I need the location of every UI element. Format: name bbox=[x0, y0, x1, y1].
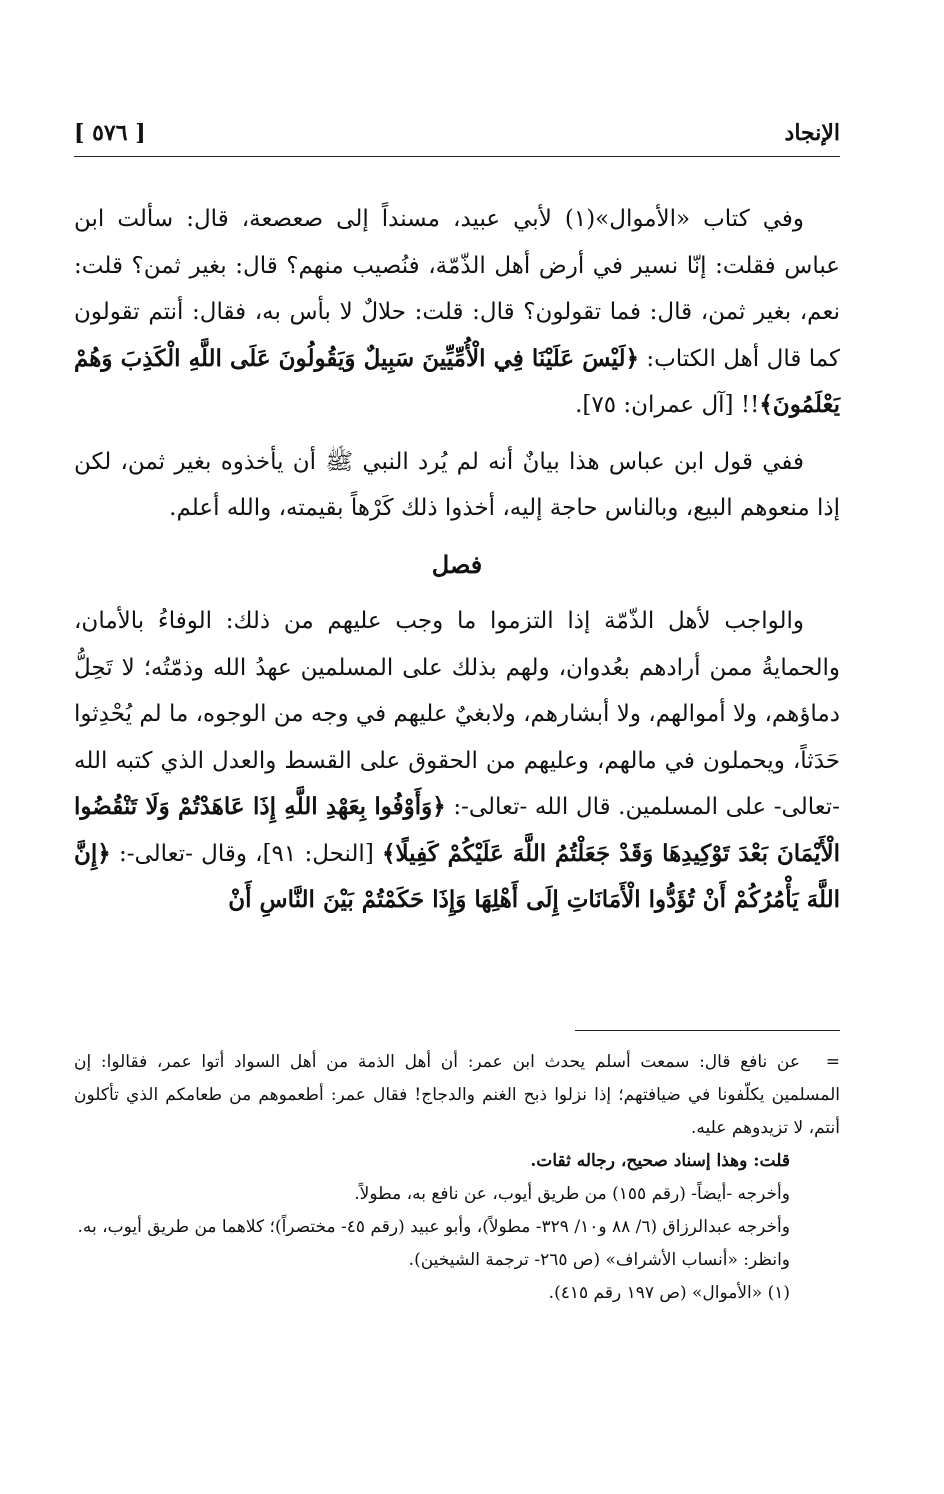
paragraph-3 bbox=[74, 598, 840, 924]
quran-verse-3: ﴿إِنَّ اللَّهَ يَأْمُرُكُمْ أَنْ تُؤَدُّوا الْأَمَانَاتِ إِلَى أَهْلِهَا وَإِذَا حَكَمْتُمْ بَيْنَ النَّاسِ أَنْ bbox=[74, 839, 840, 913]
footnote-source-2: وأخرجه عبدالرزاق (٦/ ٨٨ و١٠/ ٣٢٩- مطولاً)، وأبو عبيد (رقم ٤٥- مختصراً)؛ كلاهما من طريق أيوب، به. bbox=[77, 1217, 790, 1237]
page-header bbox=[74, 112, 840, 152]
footnotes bbox=[74, 1046, 840, 1310]
footnote-comment: قلت: وهذا إسناد صحيح، رجاله ثقات. bbox=[530, 1151, 790, 1171]
paragraph-3-text-b: [النحل: ٩١]، وقال -تعالى-: bbox=[110, 840, 382, 867]
footnote-continuation bbox=[74, 1046, 840, 1145]
footnote-continuation-text: عن نافع قال: سمعت أسلم يحدث ابن عمر: أن أهل الذمة من أهل السواد أتوا عمر، فقالوا: إن المسلمين يكلّفونا في ضيافتهم؛ إذا نزلوا ذبح الغنم والدجاج! فقال عمر: أطعموهم من طعامكم الذي تأكلون أنتم، لا تزيدوهم عليه. bbox=[74, 1052, 840, 1138]
quran-verse-1: ﴿لَيْسَ عَلَيْنَا فِي الْأُمِّيِّينَ سَبِيلٌ وَيَقُولُونَ عَلَى اللَّهِ الْكَذِبَ وَهُمْ يَعْلَمُونَ﴾ bbox=[74, 344, 840, 418]
page-number: [ ٥٧٦ ] bbox=[74, 120, 146, 146]
footnote-divider bbox=[575, 1030, 840, 1031]
continuation-mark: = bbox=[825, 1052, 840, 1072]
main-text bbox=[74, 196, 840, 934]
running-title: الإنجاد bbox=[784, 120, 840, 146]
paragraph-1-text-b: !! [آل عمران: ٧٥]. bbox=[575, 392, 760, 418]
paragraph-3-text-a: والواجب لأهل الذّمّة إذا التزموا ما وجب عليهم من ذلك: الوفاءُ بالأمان، والحمايةُ ممن أرادهم بعُدوان، ولهم بذلك على المسلمين عهدُ الله وذمّتُه؛ لا تَحِلُّ دماؤهم، ولا أموالهم، ولا أبشارهم، ولابغيٌ عليهم في وجه من الوجوه، ما لم يُحْدِثوا حَدَثاً، ويحملون في مالهم، وعليهم من الحقوق على القسط والعدل الذي كتبه الله -تعالى- على المسلمين. قال الله -تعالى-: bbox=[74, 608, 840, 820]
footnote-source-3: وانظر: «أنساب الأشراف» (ص ٢٦٥- ترجمة الشيخين). bbox=[408, 1250, 790, 1270]
quran-verse-2: ﴿وَأَوْفُوا بِعَهْدِ اللَّهِ إِذَا عَاهَدْتُمْ وَلَا تَنْقُضُوا الْأَيْمَانَ بَعْدَ تَوْكِيدِهَا وَقَدْ جَعَلْتُمُ اللَّهَ عَلَيْكُمْ كَفِيلًا﴾ bbox=[74, 793, 840, 867]
footnote-source-1: وأخرجه -أيضاً- (رقم ١٥٥) من طريق أيوب، عن نافع به، مطولاً. bbox=[354, 1184, 790, 1204]
header-divider bbox=[74, 156, 840, 157]
paragraph-1-text-a: وفي كتاب «الأموال»(١) لأبي عبيد، مسنداً إلى صعصعة، قال: سألت ابن عباس فقلت: إنّا نسير في أرض أهل الذّمّة، فنُصيب منهم؟ قال: بغير ثمن؟ قلت: نعم، بغير ثمن، قال: فما تقولون؟ قال: قلت: حلالٌ لا بأس به، فقال: أنتم تقولون كما قال أهل الكتاب: bbox=[74, 206, 840, 372]
paragraph-1 bbox=[74, 196, 840, 429]
footnote-1: (١) «الأموال» (ص ١٩٧ رقم ٤١٥). bbox=[548, 1283, 790, 1303]
section-heading: فصل bbox=[431, 549, 483, 579]
paragraph-2: ففي قول ابن عباس هذا بيانٌ أنه لم يُرد النبي ﷺ أن يأخذوه بغير ثمن، لكن إذا منعوهم البيع، وبالناس حاجة إليه، أخذوا ذلك كَرْهاً بقيمته، والله أعلم. bbox=[74, 448, 840, 521]
